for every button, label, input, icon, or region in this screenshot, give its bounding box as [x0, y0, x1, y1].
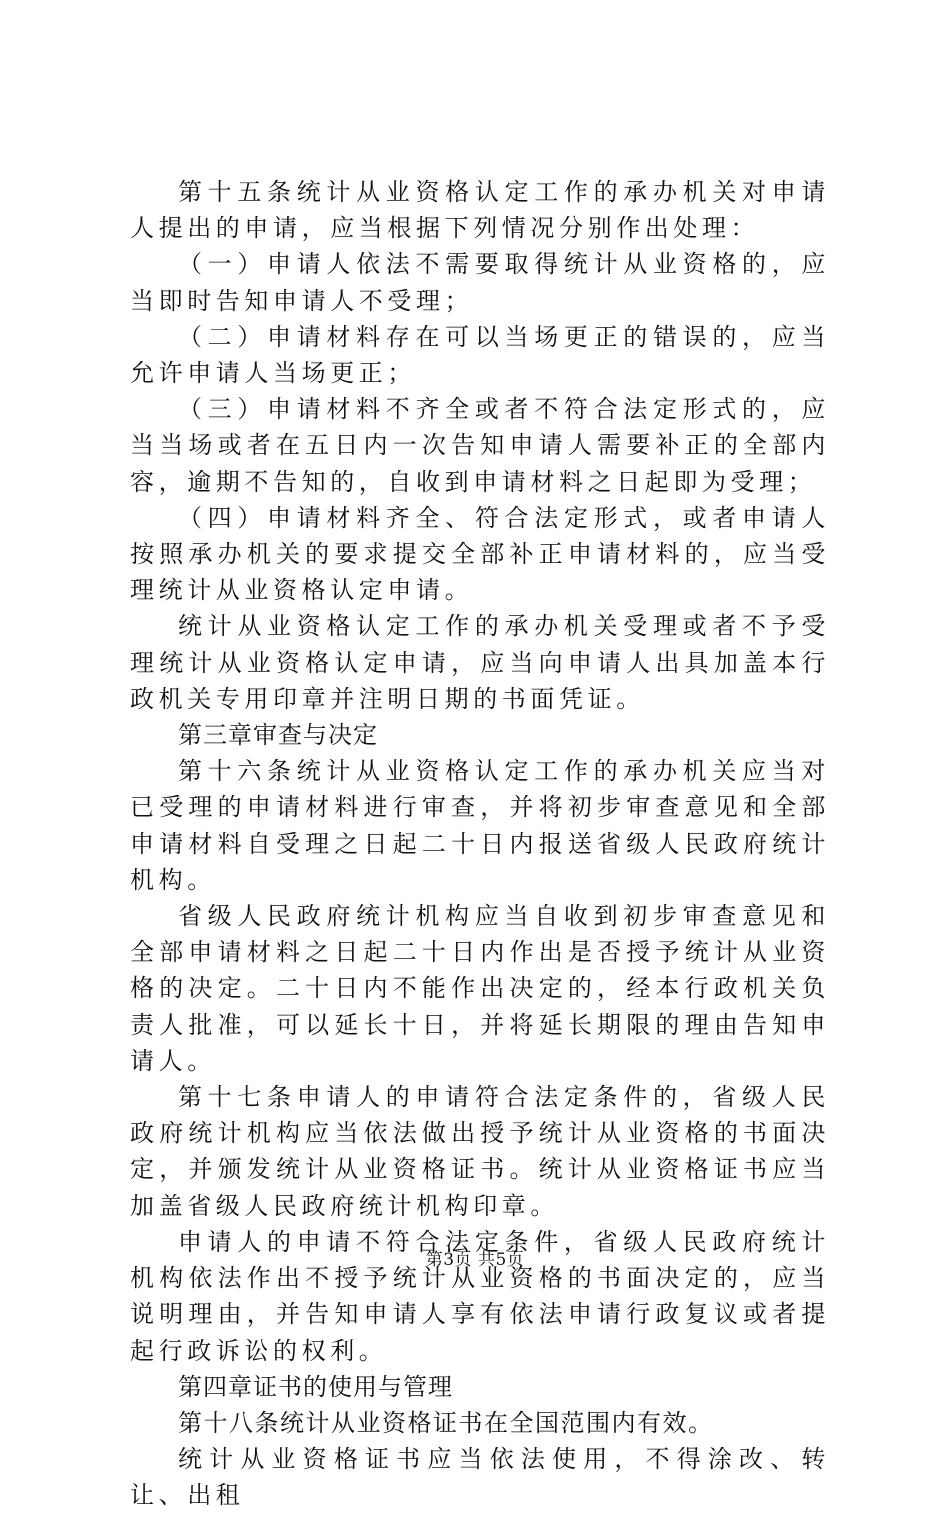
article-16-paragraph: 第十六条统计从业资格认定工作的承办机关应当对已受理的申请材料进行审查，并将初步审查意见和全部申请材料自受理之日起二十日内报送省级人民政府统计机构。 [130, 757, 830, 894]
chapter-4-heading: 第四章证书的使用与管理 [178, 1372, 453, 1401]
document-body [130, 174, 830, 1514]
article-17-rejection-paragraph: 申请人的申请不符合法定条件，省级人民政府统计机构依法作出不授予统计从业资格的书面决定的，应当说明理由，并告知申请人享有依法申请行政复议或者提起行政诉讼的权利。 [130, 1227, 830, 1365]
article-15-paragraph: 第十五条统计从业资格认定工作的承办机关对申请人提出的申请，应当根据下列情况分别作出处理： [130, 178, 830, 243]
article-18-paragraph: 第十八条统计从业资格证书在全国范围内有效。 [178, 1408, 714, 1437]
article-18-usage-paragraph: 统计从业资格证书应当依法使用，不得涂改、转让、出租 [130, 1445, 830, 1510]
page-number-footer: 第3页 共5页 [425, 1250, 525, 1270]
article-15-item-1: （一）申请人依法不需要取得统计从业资格的，应当即时告知申请人不受理； [130, 250, 830, 315]
article-17-paragraph: 第十七条申请人的申请符合法定条件的，省级人民政府统计机构应当依法做出授予统计从业资格的书面决定，并颁发统计从业资格证书。统计从业资格证书应当加盖省级人民政府统计机构印章。 [130, 1083, 830, 1220]
article-15-item-3: （三）申请材料不齐全或者不符合法定形式的，应当当场或者在五日内一次告知申请人需要补正的全部内容，逾期不告知的，自收到申请材料之日起即为受理； [130, 395, 830, 496]
article-16-decision-paragraph: 省级人民政府统计机构应当自收到初步审查意见和全部申请材料之日起二十日内作出是否授予统计从业资格的决定。二十日内不能作出决定的，经本行政机关负责人批准，可以延长十日，并将延长期限的理由告知申请人。 [130, 902, 830, 1075]
article-15-certificate-paragraph: 统计从业资格认定工作的承办机关受理或者不予受理统计从业资格认定申请，应当向申请人出具加盖本行政机关专用印章并注明日期的书面凭证。 [130, 612, 830, 713]
article-15-item-4: （四）申请材料齐全、符合法定形式，或者申请人按照承办机关的要求提交全部补正申请材料的，应当受理统计从业资格认定申请。 [130, 503, 830, 605]
article-15-item-2: （二）申请材料存在可以当场更正的错误的，应当允许申请人当场更正； [130, 322, 830, 388]
chapter-3-heading: 第三章审查与决定 [178, 721, 378, 750]
